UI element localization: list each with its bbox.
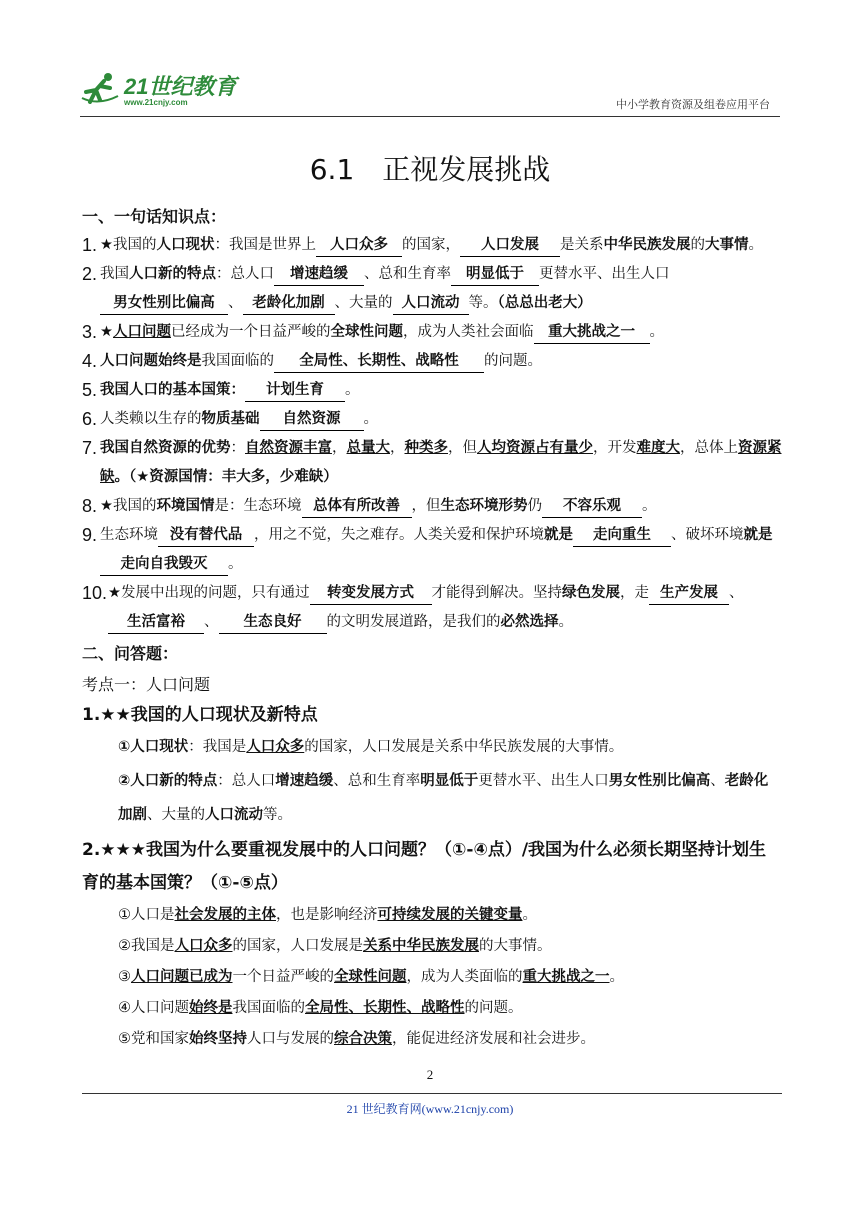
text: 人口问题 <box>113 324 171 340</box>
answer-line <box>82 730 782 764</box>
fill-blank: 全局性、长期性、战略性 <box>274 350 484 373</box>
fill-blank: 走向重生 <box>573 524 671 547</box>
text: 就是 <box>743 527 773 543</box>
text: 更替水平、出生人口 <box>539 266 670 282</box>
item-number: 3. <box>82 322 98 342</box>
fill-blank: 没有替代品 <box>158 524 254 547</box>
text: 的问题。 <box>464 1000 523 1016</box>
text: ，但 <box>448 440 477 456</box>
text: 仍 <box>527 498 542 514</box>
text: 生态环境 <box>100 527 158 543</box>
text: 总量大 <box>346 440 390 456</box>
question-title: 2.★★★我国为什么要重视发展中的人口问题？（①-④点）/我国为什么必须长期坚持计划生育的基本国策？（①-⑤点） <box>82 840 767 893</box>
text: 的问题。 <box>484 353 542 369</box>
text: 。 <box>649 324 664 340</box>
logo <box>80 64 260 114</box>
item-number: 9. <box>82 525 98 545</box>
text: ★我国的 <box>100 237 157 253</box>
footer-source: 21 世纪教育网(www.21cnjy.com) <box>346 1102 514 1116</box>
text: 难度大 <box>636 440 680 456</box>
text: ，用之不觉，失之难存。人类关爱和保护环境 <box>254 527 544 543</box>
list-item <box>82 521 782 579</box>
text: 老龄化加剧 <box>118 773 769 823</box>
text: 可持续发展的关键变量 <box>377 907 523 923</box>
text: ，成为人类面临的 <box>406 969 523 985</box>
text: ④人口问题 <box>118 1000 189 1016</box>
question-title: 1.★★我国的人口现状及新特点 <box>82 705 318 725</box>
item-number: 4. <box>82 351 98 371</box>
text: ①人口是 <box>118 907 175 923</box>
text: ，走 <box>620 585 649 601</box>
text: 必然选择 <box>500 614 559 630</box>
text: 、大量的 <box>147 807 205 823</box>
list-item <box>82 376 782 405</box>
text: 人口问题始终是 <box>100 353 202 369</box>
text: ：总人口 <box>217 773 276 789</box>
text: 人口现状 <box>156 237 215 253</box>
runner-icon <box>80 72 120 104</box>
text: 的国家，人口发展是 <box>232 938 363 954</box>
fill-blank: 生产发展 <box>649 582 729 605</box>
text: 、 <box>729 585 744 601</box>
text: 大事情 <box>705 237 749 253</box>
fill-blank: 男女性别比偏高 <box>100 292 228 315</box>
text: 始终坚持 <box>189 1031 247 1047</box>
kaodian-heading: 考点一：人口问题 <box>82 675 211 694</box>
text: 。 <box>228 556 243 572</box>
text: 资源紧缺 <box>100 440 782 485</box>
answer-line <box>82 764 782 832</box>
fill-blank: 走向自我毁灭 <box>100 553 228 576</box>
answer-line <box>82 962 782 993</box>
text: 是：生态环境 <box>214 498 302 514</box>
text: ②人口新的特点 <box>118 773 218 789</box>
text: 我国自然资源的优势 <box>100 440 231 456</box>
text: 全球性问题 <box>334 969 407 985</box>
item-number: 2. <box>82 264 98 284</box>
text: 中华民族发展 <box>603 237 691 253</box>
page-title: 6.1 正视发展挑战 <box>309 153 551 186</box>
fill-blank: 老龄化加剧 <box>243 292 335 315</box>
text: （总总出老大） <box>497 295 592 311</box>
list-item <box>82 405 782 434</box>
text: 、总和生育率 <box>364 266 451 282</box>
fill-blank: 人口众多 <box>316 234 402 257</box>
text: 社会发展的主体 <box>174 907 276 923</box>
text: ③ <box>118 969 131 985</box>
text: 我国面临的 <box>201 353 274 369</box>
main-content <box>82 200 782 1055</box>
text: 增速趋缓 <box>275 773 334 789</box>
text: 、 <box>228 295 243 311</box>
list-item <box>82 347 782 376</box>
text: 、 <box>710 773 725 789</box>
text: 、大量的 <box>334 295 393 311</box>
text: 。 <box>522 907 537 923</box>
fill-blank: 生态良好 <box>219 611 327 634</box>
text: ★ <box>100 324 113 340</box>
logo-url: www.21cnjy.com <box>124 98 188 107</box>
text: 等。 <box>468 295 498 311</box>
text: 、总和生育率 <box>333 773 421 789</box>
fill-blank: 人口发展 <box>460 234 560 257</box>
text: 种类多 <box>404 440 448 456</box>
list-item <box>82 492 782 521</box>
answer-line <box>82 993 782 1024</box>
text: 是关系 <box>560 237 604 253</box>
text: 。 <box>363 411 378 427</box>
text: 人口新的特点 <box>129 266 216 282</box>
text: 。（★资源国情：丰大多，少难缺） <box>114 469 338 485</box>
text: 人口与发展的 <box>247 1031 334 1047</box>
text: 明显低于 <box>420 773 479 789</box>
text: ①人口现状 <box>118 739 189 755</box>
text: ：我国是世界上 <box>214 237 316 253</box>
text: 一个日益严峻的 <box>232 969 334 985</box>
item-number: 1. <box>82 235 98 255</box>
item-number: 6. <box>82 409 98 429</box>
text: 更替水平、出生人口 <box>478 773 609 789</box>
text: ★我国的 <box>100 498 157 514</box>
answer-line <box>82 931 782 962</box>
text: ：我国是 <box>188 739 247 755</box>
text: 始终是 <box>189 1000 233 1016</box>
text: 全球性问题 <box>330 324 403 340</box>
platform-name: 中小学教育资源及组卷应用平台 <box>616 98 770 111</box>
text: 就是 <box>544 527 573 543</box>
text: 。 <box>609 969 624 985</box>
answer-line <box>82 1024 782 1055</box>
page-header <box>80 64 780 117</box>
list-item <box>82 579 782 637</box>
text: 。 <box>345 382 360 398</box>
list-item <box>82 260 782 318</box>
text: ， <box>390 440 405 456</box>
text: 已经成为一个日益严峻的 <box>171 324 331 340</box>
text: 我国 <box>100 266 129 282</box>
text: 综合决策 <box>334 1031 392 1047</box>
text: 人类赖以生存的 <box>100 411 202 427</box>
list-item <box>82 318 782 347</box>
text: ，能促进经济发展和社会进步。 <box>392 1031 595 1047</box>
text: 等。 <box>263 807 292 823</box>
text: 生态环境形势 <box>440 498 528 514</box>
text: 绿色发展 <box>562 585 620 601</box>
fill-blank: 转变发展方式 <box>310 582 432 605</box>
text: ： <box>230 440 245 456</box>
fill-blank: 计划生育 <box>245 379 345 402</box>
fill-blank: 明显低于 <box>451 263 539 286</box>
text: 环境国情 <box>156 498 215 514</box>
fill-blank: 自然资源 <box>260 408 364 431</box>
text: 自然资源丰富 <box>245 440 332 456</box>
text: 我国人口的基本国策： <box>100 382 245 398</box>
text: ， <box>332 440 347 456</box>
text: 。 <box>558 614 573 630</box>
text: 人口众多 <box>246 739 305 755</box>
text: 男女性别比偏高 <box>608 773 711 789</box>
text: ⑤党和国家 <box>118 1031 189 1047</box>
page-number: 2 <box>426 1067 434 1082</box>
text: ，但 <box>411 498 441 514</box>
section-heading: 一、一句话知识点： <box>82 207 227 226</box>
text: 人均资源占有量少 <box>477 440 593 456</box>
list-item <box>82 434 782 492</box>
item-number: 10. <box>82 583 108 603</box>
text: 人口众多 <box>174 938 233 954</box>
text: ，总体上 <box>680 440 738 456</box>
text: 的国家，人口发展是关系中华民族发展的大事情。 <box>304 739 624 755</box>
text: ：总人口 <box>216 266 274 282</box>
text: 、 <box>204 614 219 630</box>
text: ，成为人类社会面临 <box>403 324 534 340</box>
text: 全局性、长期性、战略性 <box>305 1000 465 1016</box>
item-number: 7. <box>82 438 98 458</box>
text: 人口问题已成为 <box>131 969 233 985</box>
text: 关系中华民族发展 <box>363 938 479 954</box>
text: 重大挑战之一 <box>522 969 610 985</box>
text: 的国家， <box>402 237 460 253</box>
text: 才能得到解决。坚持 <box>431 585 562 601</box>
fill-blank: 生活富裕 <box>108 611 204 634</box>
text: 我国面临的 <box>232 1000 305 1016</box>
section-heading: 二、问答题： <box>82 644 179 663</box>
text: 人口流动 <box>205 807 263 823</box>
logo-text: 21世纪教育 <box>124 74 237 99</box>
fill-blank: 总体有所改善 <box>302 495 412 518</box>
fill-blank: 增速趋缓 <box>274 263 364 286</box>
item-number: 8. <box>82 496 98 516</box>
item-number: 5. <box>82 380 98 400</box>
text: 的 <box>690 237 705 253</box>
fill-blank: 不容乐观 <box>542 495 642 518</box>
text: 。 <box>642 498 657 514</box>
text: ，开发 <box>593 440 637 456</box>
text: 的文明发展道路，是我们的 <box>326 614 501 630</box>
text: 。 <box>748 237 763 253</box>
text: 的大事情。 <box>479 938 552 954</box>
text: ，也是影响经济 <box>276 907 378 923</box>
text: ★发展中出现的问题，只有通过 <box>108 585 310 601</box>
fill-blank: 重大挑战之一 <box>534 321 650 344</box>
fill-blank: 人口流动 <box>393 292 469 315</box>
text: ②我国是 <box>118 938 175 954</box>
footer-divider <box>82 1093 782 1094</box>
text: 、破坏环境 <box>671 527 744 543</box>
answer-line <box>82 900 782 931</box>
list-item <box>82 231 782 260</box>
text: 物质基础 <box>201 411 260 427</box>
